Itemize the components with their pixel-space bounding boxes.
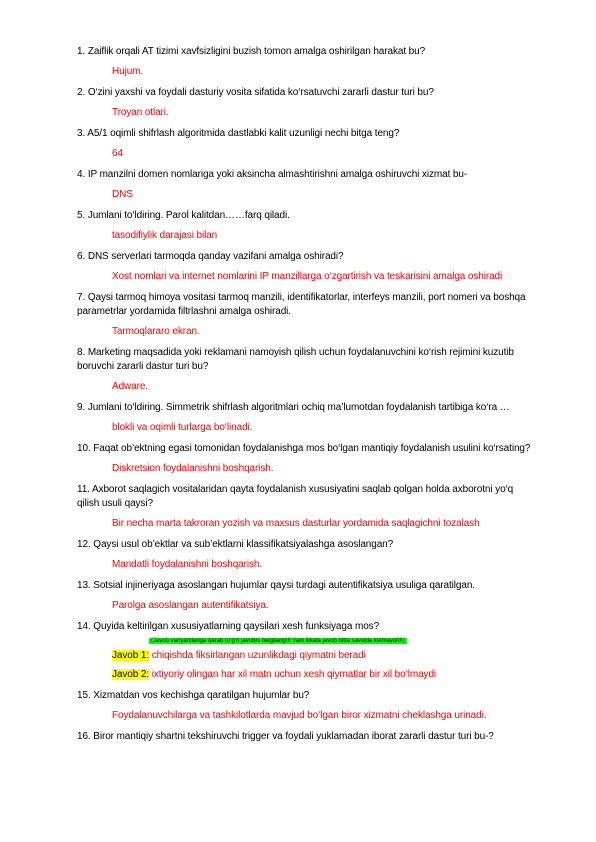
question-12: 12. Qaysi usul ob’ektlar va sub’ektlarni klassifikatsiyalashga asoslangan? bbox=[77, 539, 394, 550]
answer-5: tasodifiylik darajasi bilan bbox=[112, 230, 218, 241]
question-16: 16. Biror mantiqiy shartni tekshiruvchi trigger va foydali yuklamadan iborat zararli dastur turi bu-? bbox=[77, 731, 494, 742]
question-14: 14. Quyida keltirilgan xususiyatlarning qaysilari xesh funksiyaga mos? bbox=[77, 621, 380, 632]
answer-4: DNS bbox=[112, 189, 133, 200]
question-9: 9. Jumlani to‘ldiring. Simmetrik shifrlash algoritmlari ochiq ma’lumotdan foydalanish tartibiga ko‘ra … bbox=[77, 402, 510, 413]
answer-2-label: Javob 2: bbox=[112, 669, 150, 680]
answer-note bbox=[149, 637, 536, 645]
answer-1: Hujum. bbox=[112, 66, 144, 77]
answer-14-option-2 bbox=[112, 668, 536, 682]
answer-13: Parolga asoslangan autentifikatsiya. bbox=[112, 600, 269, 611]
answer-note-text: (Javob variyantlariga qarab to‘g‘ri javobni belgilang!!! Yani ikkala javob bitta savolda kelmaydi!!!) bbox=[151, 638, 405, 644]
answer-7: Tarmoqlararo ekran. bbox=[112, 326, 200, 337]
question-4: 4. IP manzilni domen nomlariga yoki aksincha almashtirishni amalga oshiruvchi xizmat bu- bbox=[77, 169, 468, 180]
question-7: 7. Qaysi tarmoq himoya vositasi tarmoq manzili, identifikatorlar, interfeys manzili, port nomeri va boshqa parametrlar yordamida filtrlashni amalga oshiradi. bbox=[77, 292, 526, 317]
question-1: 1. Zaiflik orqali AT tizimi xavfsizligini buzish tomon amalga oshirilgan harakat bu? bbox=[77, 46, 426, 57]
answer-8: Adware. bbox=[112, 381, 148, 392]
answer-11: Bir necha marta takroran yozish va maxsus dasturlar yordamida saqlagichni tozalash bbox=[112, 518, 480, 529]
answer-1-text: chiqishda fiksirlangan uzunlikdagi qiymatni beradi bbox=[149, 650, 366, 661]
answer-10: Diskretsion foydalanishni boshqarish. bbox=[112, 463, 274, 474]
question-5: 5. Jumlani to‘ldiring. Parol kalitdan……farq qiladi. bbox=[77, 210, 290, 221]
answer-1-label: Javob 1: bbox=[112, 650, 150, 661]
answer-2-text: ixtiyoriy olingan har xil matn uchun xesh qiymatlar bir xil bo‘lmaydi bbox=[149, 669, 437, 680]
answer-3: 64 bbox=[112, 148, 123, 159]
question-3: 3. A5/1 oqimli shifrlash algoritmida dastlabki kalit uzunligi nechi bitga teng? bbox=[77, 128, 400, 139]
question-11: 11. Axborot saqlagich vositalaridan qayta foydalanish xususiyatini saqlab qolgan holda axborotni yo‘q qilish usuli qaysi? bbox=[77, 484, 514, 509]
answer-15: Foydalanuvchilarga va tashkilotlarda mavjud bo‘lgan biror xizmatni cheklashga urinadi. bbox=[112, 710, 487, 721]
answer-12: Mandatli foydalanishni boshqarish. bbox=[112, 559, 263, 570]
question-2: 2. O‘zini yaxshi va foydali dasturiy vosita sifatida ko‘rsatuvchi zararli dastur turi bu? bbox=[77, 87, 434, 98]
question-13: 13. Sotsial injineriyaga asoslangan hujumlar qaysi turdagi autentifikatsiya usuliga qaratilgan. bbox=[77, 580, 475, 591]
answer-2: Troyan otlari. bbox=[112, 107, 169, 118]
question-6: 6. DNS serverlari tarmoqda qanday vazifani amalga oshiradi? bbox=[77, 251, 344, 262]
answer-14-option-1 bbox=[112, 649, 536, 663]
answer-9: blokli va oqimli turlarga bo‘linadi. bbox=[112, 422, 253, 433]
question-10: 10. Faqat ob’ektning egasi tomonidan foydalanishga mos bo‘lgan mantiqiy foydalanish usulini ko‘rsating? bbox=[77, 443, 531, 454]
question-8: 8. Marketing maqsadida yoki reklamani namoyish qilish uchun foydalanuvchini ko‘rish rejimini kuzutib boruvchi zararli dastur turi bu? bbox=[77, 347, 514, 372]
answer-6: Xost nomlari va internet nomlarini IP manzillarga o‘zgartirish va teskarisini amalga oshiradi bbox=[112, 271, 503, 282]
question-15: 15. Xizmatdan vos kechishga qaratilgan hujumlar bu? bbox=[77, 690, 310, 701]
